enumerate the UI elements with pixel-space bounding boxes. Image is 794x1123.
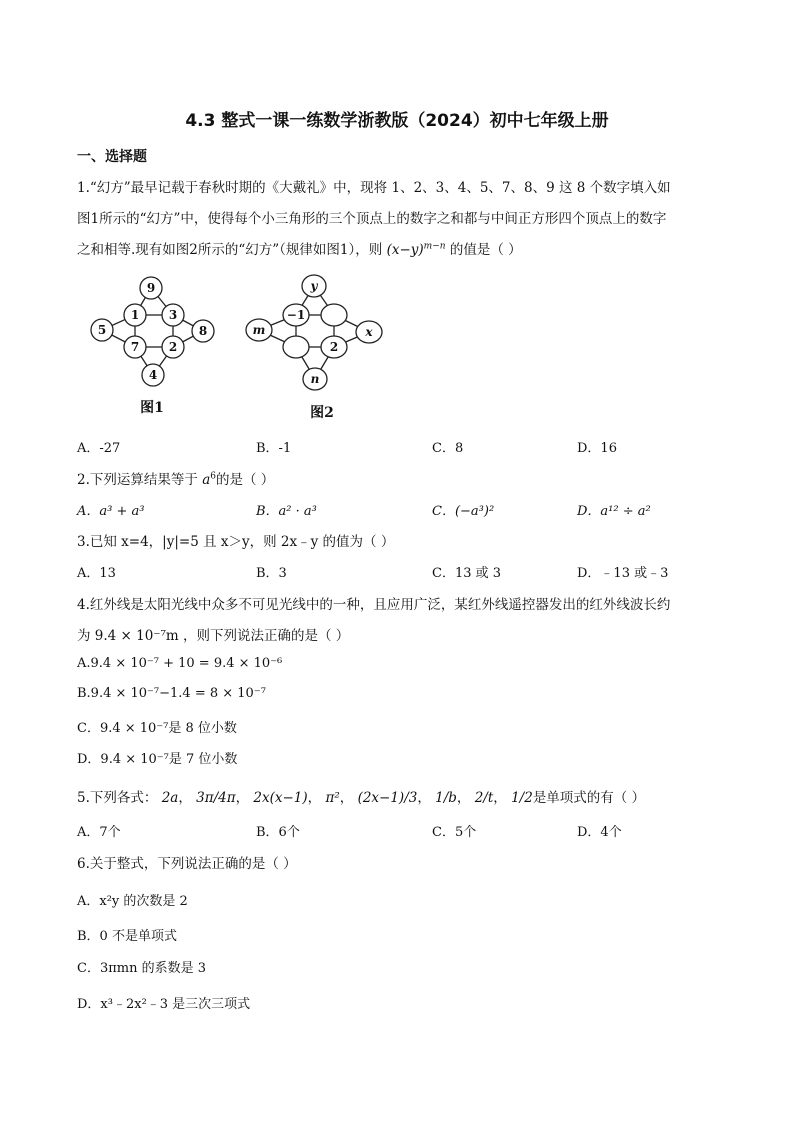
fig2-node: x [365,325,373,339]
q6-option-c[interactable]: C．3πmn 的系数是 3 [77,961,206,976]
fig2-node: n [310,372,320,386]
fig1-node: 2 [168,340,178,354]
q3-option-b[interactable]: B．3 [256,566,287,581]
section-heading: 一、选择题 [77,149,147,165]
q5-option-d[interactable]: D．4个 [577,825,622,840]
q3-option-d[interactable]: D．﹣13 或﹣3 [577,566,669,581]
q6-stem: 6.关于整式，下列说法正确的是（ ） [77,856,297,872]
page-title: 4.3 整式一课一练数学浙教版（2024）初中七年级上册 [185,111,609,131]
fig2-node: −1 [286,308,306,322]
q1-line1: 1.“幻方”最早记载于春秋时期的《大戴礼》中，现将 1、2、3、4、5、7、8、9 这 8 个数字填入如 [77,180,671,196]
q3-option-c[interactable]: C．13 或 3 [432,566,502,581]
q5-stem: 5.下列各式： 2a， 3π/4π， 2x(x−1)， π²， (2x−1)/3， 1/b， 2/t， 1/2是单项式的有（ ） [77,790,646,806]
q5-option-a[interactable]: A．7个 [77,825,121,840]
q6-option-b[interactable]: B．0 不是单项式 [77,929,177,944]
q6-option-a[interactable]: A．x²y 的次数是 2 [77,894,188,909]
q1-line2: 图1所示的“幻方”中，使得每个小三角形的三个顶点上的数字之和都与中间正方形四个顶点上的数字 [77,211,667,227]
q4-option-c[interactable]: C．9.4 × 10⁻⁷是 8 位小数 [77,721,237,736]
fig2-node: m [252,323,266,337]
q4-line2: 为 9.4 × 10⁻⁷m ，则下列说法正确的是（ ） [77,628,350,644]
fig2-node: 2 [329,340,339,354]
q1-line3: 之和相等.现有如图2所示的“幻方”（规律如图1），则 $(x-y)^{m-n}$ 的值是（ ） [77,241,522,258]
q5-option-b[interactable]: B．6个 [256,825,300,840]
fig1-caption: 图1 [140,400,164,416]
q2-option-c[interactable]: C．(−a³)² [432,504,495,519]
q4-line1: 4.红外线是太阳光线中众多不可见光线中的一种，且应用广泛，某红外线遥控器发出的红外线波长约 [77,597,671,613]
q3-option-a[interactable]: A．13 [77,566,116,581]
fig1-node: 7 [130,340,140,354]
fig1-node: 3 [168,308,178,322]
q1-option-d[interactable]: D．16 [577,441,617,456]
magic-square-figures [86,270,386,420]
q4-option-d[interactable]: D．9.4 × 10⁻⁷是 7 位小数 [77,752,238,767]
fig1-node: 5 [97,323,107,337]
q6-option-d[interactable]: D．x³﹣2x²﹣3 是三次三项式 [77,997,251,1012]
fig1-node: 8 [198,324,208,338]
q5-option-c[interactable]: C．5个 [432,825,477,840]
fig1-node: 4 [148,368,158,382]
q2-stem: 2.下列运算结果等于 $a^6$的是（ ） [77,471,275,488]
q4-option-b[interactable]: B.9.4 × 10⁻⁷−1.4 = 8 × 10⁻⁷ [77,686,266,701]
fig2-caption: 图2 [310,405,334,420]
q1-option-b[interactable]: B．-1 [256,441,292,456]
q2-option-b[interactable]: B．a² · a³ [256,504,317,519]
q1-expression: (x−y) [386,242,424,258]
fig1-node: 1 [130,308,140,322]
q2-option-a[interactable]: A．a³ + a³ [77,504,145,519]
fig2-node: y [310,279,318,293]
q2-option-d[interactable]: D．a¹² ÷ a² [577,504,651,519]
q4-option-a[interactable]: A.9.4 × 10⁻⁷ + 10 = 9.4 × 10⁻⁶ [77,656,283,671]
q1-option-a[interactable]: A．-27 [77,441,121,456]
fig1-node: 9 [146,281,156,295]
q1-option-c[interactable]: C．8 [432,441,464,456]
q3-stem: 3.已知 x=4，|y|=5 且 x＞y，则 2x﹣y 的值为（ ） [77,534,395,550]
